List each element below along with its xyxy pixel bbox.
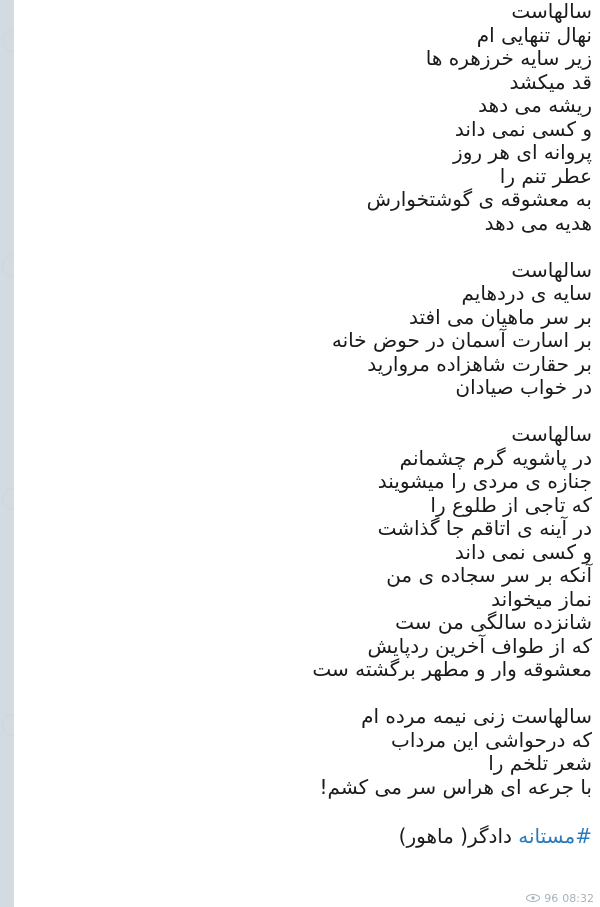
- poem-line: و کسی نمی داند: [454, 539, 592, 564]
- author-name: دادگر( ماهور): [398, 823, 512, 848]
- poem-line: بر سر ماهیان می افتد: [408, 304, 592, 329]
- poem-line: سایه ی دردهایم: [461, 281, 592, 305]
- poem-line: به معشوقه ی گوشتخوارش: [366, 187, 592, 211]
- poem-line: با جرعه ای هراس سر می کشم!: [319, 774, 592, 799]
- poem-line: ریشه می دهد: [478, 93, 592, 117]
- poem-line: شانزده سالگی من ست: [395, 610, 592, 634]
- poem-line: و کسی نمی داند: [454, 116, 592, 141]
- poem-line: زیر سایه خرزهره ها: [425, 46, 592, 70]
- poem-line: در خواب صیادان: [455, 375, 592, 399]
- poem-line: که از طواف آخرین ردپایش: [367, 633, 592, 658]
- hashtag-link[interactable]: #مستانه: [518, 823, 592, 848]
- poem-line: نماز میخواند: [491, 586, 592, 611]
- poem-line: بر حقارت شاهزاده مروارید: [367, 351, 592, 376]
- view-count: 96: [544, 892, 559, 905]
- poem-line: آنکه بر سر سجاده ی من: [386, 563, 592, 587]
- eye-icon: [526, 892, 540, 905]
- signature: [12, 825, 592, 849]
- poem-line: شعر تلخم را: [488, 751, 592, 775]
- poem-line: جنازه ی مردی را میشویند: [377, 469, 592, 493]
- stanza-gap: [12, 799, 592, 823]
- stanza-gap: [12, 682, 592, 706]
- poem-line: سالهاست: [511, 257, 592, 282]
- poem-line: سالهاست: [511, 0, 592, 23]
- message-meta: [526, 892, 594, 905]
- stanza-gap: [12, 235, 592, 259]
- poem-line: در پاشویه گرم چشمانم: [399, 445, 592, 470]
- poem-line: قد میکشد: [509, 69, 592, 94]
- poem-line: در آینه ی اتاقم جا گذاشت: [377, 516, 592, 540]
- poem-line: که تاجی از طلوع را: [430, 492, 592, 517]
- message-time: 08:32: [562, 892, 594, 905]
- poem-line: هدیه می دهد: [484, 210, 592, 235]
- poem-line: بر اسارت آسمان در حوض خانه: [331, 328, 592, 352]
- message-text: [12, 0, 592, 848]
- poem-line: که درحواشی این مرداب: [391, 727, 592, 752]
- message-bubble[interactable]: [14, 0, 600, 907]
- poem-line: عطر تنم را: [499, 163, 592, 188]
- poem-stanza: [12, 0, 592, 235]
- poem-stanza: [12, 705, 592, 799]
- poem-stanza: [12, 259, 592, 400]
- poem-line: سالهاست: [511, 422, 592, 446]
- poem-line: معشوقه وار و مطهر برگشته ست: [312, 657, 592, 681]
- poem-line: سالهاست زنی نیمه مرده ام: [361, 704, 592, 728]
- poem-line: نهال تنهایی ام: [476, 22, 592, 47]
- poem-stanza: [12, 423, 592, 682]
- stanza-gap: [12, 400, 592, 424]
- poem-line: پروانه ای هر روز: [453, 140, 592, 164]
